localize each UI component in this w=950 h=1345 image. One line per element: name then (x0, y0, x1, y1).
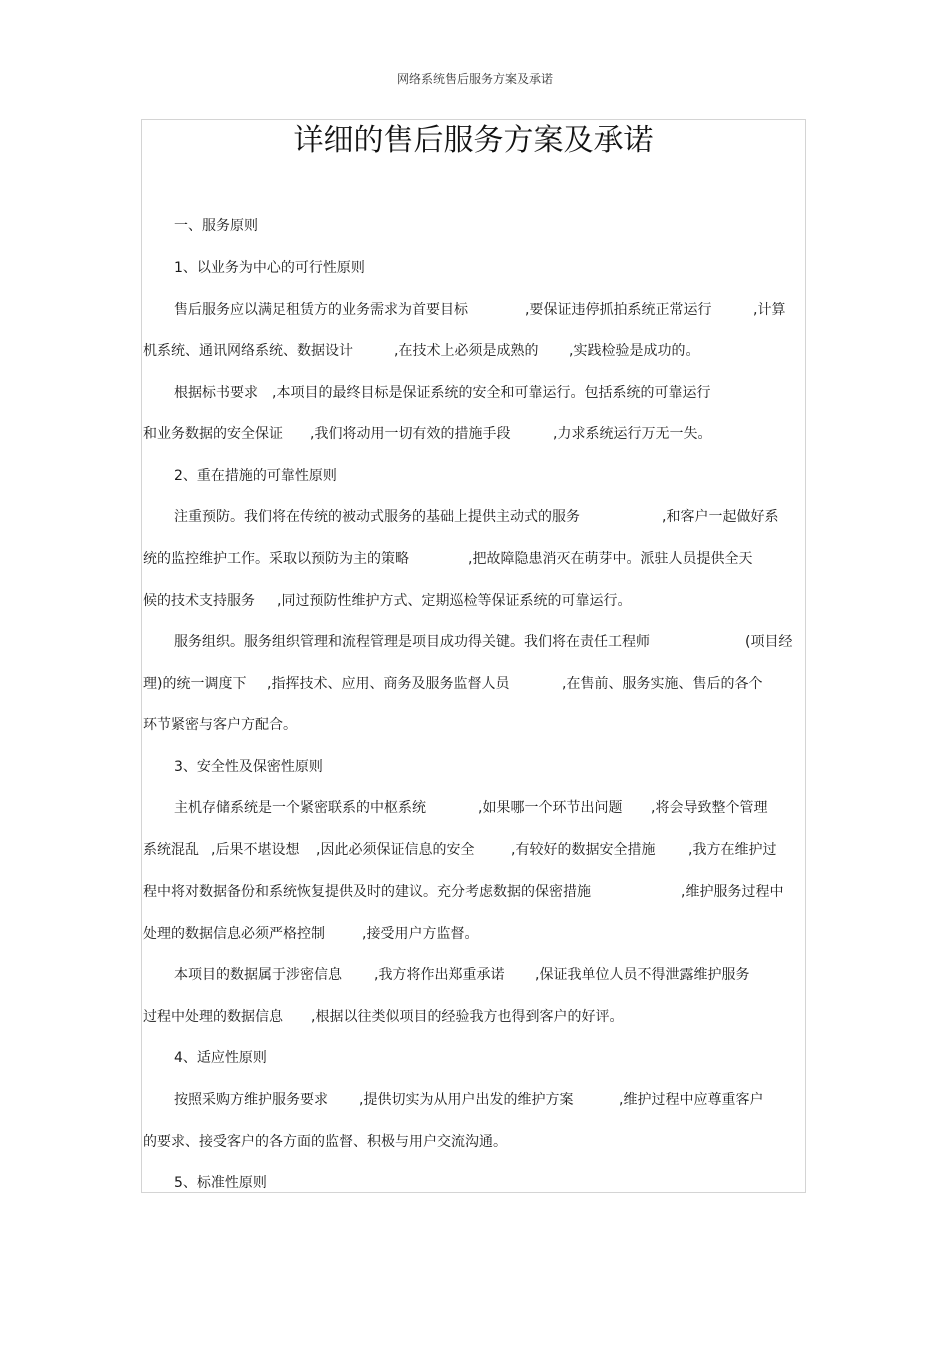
text-fragment: ,我方在维护过 (688, 842, 777, 858)
text-fragment: ,将会导致整个管理 (651, 800, 768, 816)
text-fragment: ,我们将动用一切有效的措施手段 (310, 426, 511, 442)
text-fragment: ,我方将作出郑重承诺 (374, 967, 505, 983)
text-fragment: ,力求系统运行万无一失。 (553, 426, 712, 442)
text-fragment: ,实践检验是成功的。 (569, 343, 700, 359)
text-fragment: 本项目的数据属于涉密信息 (174, 967, 342, 983)
text-fragment: ,要保证违停抓拍系统正常运行 (525, 302, 712, 318)
text-fragment: 环节紧密与客户方配合。 (143, 717, 297, 733)
text-fragment: ,保证我单位人员不得泄露维护服务 (535, 967, 750, 983)
text-fragment: ,如果哪一个环节出问题 (478, 800, 623, 816)
section-heading-service-principles: 一、服务原则 (174, 218, 258, 234)
text-fragment: 程中将对数据备份和系统恢复提供及时的建议。充分考虑数据的保密措施 (143, 884, 591, 900)
text-fragment: ,维护过程中应尊重客户 (619, 1092, 764, 1108)
text-fragment: (项目经 (745, 634, 793, 650)
text-fragment: ,在技术上必须是成熟的 (394, 343, 539, 359)
principle-2-heading: 2、重在措施的可靠性原则 (174, 468, 337, 484)
content-frame (141, 119, 806, 1193)
text-fragment: ,有较好的数据安全措施 (511, 842, 656, 858)
text-fragment: ,在售前、服务实施、售后的各个 (562, 676, 763, 692)
text-fragment: ,把故障隐患消灭在萌芽中。派驻人员提供全天 (468, 551, 753, 567)
text-fragment: 理)的统一调度下 (143, 676, 247, 692)
text-fragment: ,因此必须保证信息的安全 (316, 842, 475, 858)
text-fragment: ,接受用户方监督。 (362, 926, 479, 942)
text-fragment: 的要求、接受客户的各方面的监督、积极与用户交流沟通。 (143, 1134, 507, 1150)
principle-4-heading: 4、适应性原则 (174, 1050, 267, 1066)
text-fragment: ,本项目的最终目标是保证系统的安全和可靠运行。包括系统的可靠运行 (272, 385, 711, 401)
text-fragment: 候的技术支持服务 (143, 593, 255, 609)
text-fragment: 统的监控维护工作。采取以预防为主的策略 (143, 551, 409, 567)
text-fragment: ,维护服务过程中 (681, 884, 784, 900)
text-fragment: 注重预防。我们将在传统的被动式服务的基础上提供主动式的服务 (174, 509, 580, 525)
text-fragment: 按照采购方维护服务要求 (174, 1092, 328, 1108)
text-fragment: ,和客户一起做好系 (662, 509, 779, 525)
principle-1-heading: 1、以业务为中心的可行性原则 (174, 260, 365, 276)
text-fragment: 服务组织。服务组织管理和流程管理是项目成功得关键。我们将在责任工程师 (174, 634, 650, 650)
text-fragment: ,计算 (753, 302, 786, 318)
running-header: 网络系统售后服务方案及承诺 (396, 72, 553, 86)
text-fragment: ,同过预防性维护方式、定期巡检等保证系统的可靠运行。 (277, 593, 632, 609)
text-fragment: ,后果不堪设想 (211, 842, 300, 858)
principle-3-heading: 3、安全性及保密性原则 (174, 759, 323, 775)
principle-5-heading: 5、标准性原则 (174, 1175, 267, 1191)
text-fragment: 主机存储系统是一个紧密联系的中枢系统 (174, 800, 426, 816)
text-fragment: 售后服务应以满足租赁方的业务需求为首要目标 (174, 302, 468, 318)
text-fragment: ,指挥技术、应用、商务及服务监督人员 (267, 676, 510, 692)
document-title: 详细的售后服务方案及承诺 (293, 123, 654, 158)
text-fragment: 机系统、通讯网络系统、数据设计 (143, 343, 353, 359)
text-fragment: ,提供切实为从用户出发的维护方案 (359, 1092, 574, 1108)
text-fragment: 根据标书要求 (174, 385, 258, 401)
text-fragment: 和业务数据的安全保证 (143, 426, 283, 442)
text-fragment: 过程中处理的数据信息 (143, 1009, 283, 1025)
text-fragment: 系统混乱 (143, 842, 199, 858)
text-fragment: 处理的数据信息必须严格控制 (143, 926, 325, 942)
text-fragment: ,根据以往类似项目的经验我方也得到客户的好评。 (311, 1009, 624, 1025)
